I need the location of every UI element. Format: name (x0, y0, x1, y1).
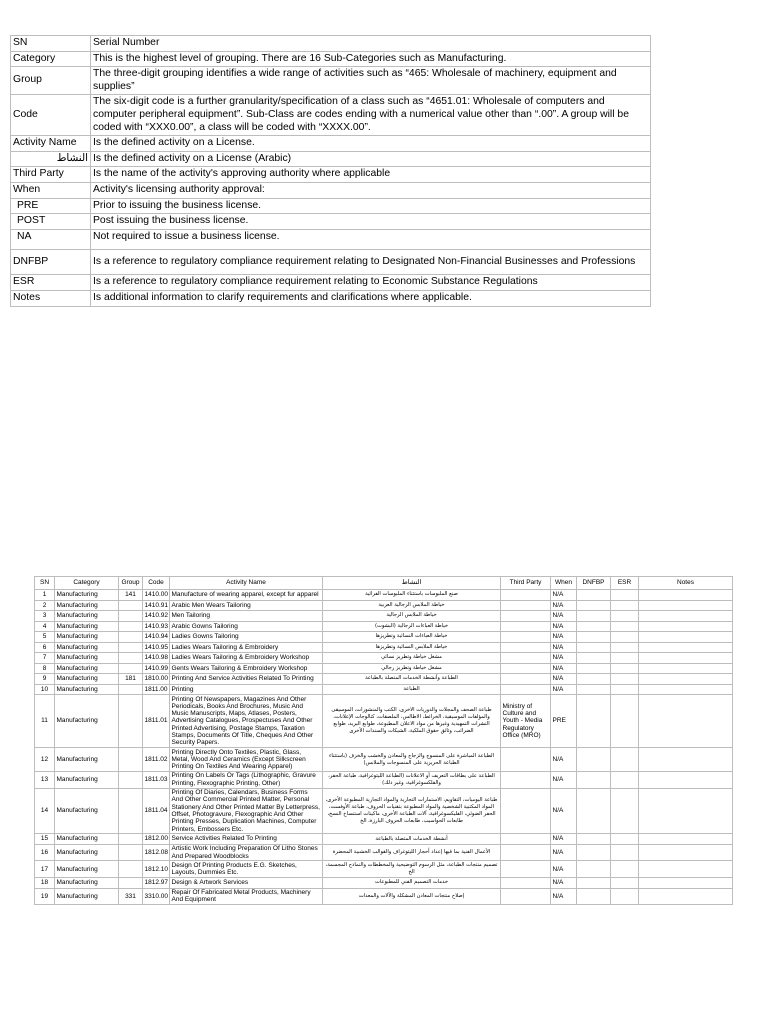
cell-arabic-activity: خياطة الملابس الرجالية (323, 611, 501, 622)
cell-sn: 5 (35, 632, 55, 643)
legend-term: When (11, 182, 91, 198)
cell-notes (639, 771, 733, 788)
cell-esr (611, 888, 639, 905)
cell-group (119, 663, 143, 674)
cell-activity-name: Printing Of Newspapers, Magazines And Other Periodicals, Books And Brochures, Music And Music Manuscripts, Maps, Atlases, Posters, Advertising Catalogues, Prospectuses And Other Printed Advertising, Postage Stamps, Taxation Stamps, Documents Of Title, Cheques And Other Security Papers. (170, 695, 323, 748)
legend-row (11, 229, 651, 250)
cell-esr (611, 861, 639, 878)
legend-definition: Is the defined activity on a License. (91, 136, 651, 152)
table-row (35, 632, 733, 643)
cell-group (119, 771, 143, 788)
cell-sn: 6 (35, 642, 55, 653)
cell-activity-name: Repair Of Fabricated Metal Products, Machinery And Equipment (170, 888, 323, 905)
cell-group: 331 (119, 888, 143, 905)
cell-esr (611, 788, 639, 834)
cell-category: Manufacturing (55, 684, 119, 695)
cell-category: Manufacturing (55, 834, 119, 845)
legend-definition: Serial Number (91, 36, 651, 52)
cell-sn: 4 (35, 621, 55, 632)
cell-sn: 12 (35, 748, 55, 772)
legend-row (11, 151, 651, 167)
cell-activity-name: Artistic Work Including Preparation Of Litho Stones And Prepared Woodblocks (170, 844, 323, 861)
cell-activity-name: Printing Directly Onto Textiles, Plastic, Glass, Metal, Wood And Ceramics (Except Silkscreen Printing On Textiles And Wearing Apparel) (170, 748, 323, 772)
cell-esr (611, 611, 639, 622)
table-row (35, 788, 733, 834)
cell-notes (639, 788, 733, 834)
cell-notes (639, 888, 733, 905)
legend-row (11, 51, 651, 67)
cell-code: 3310.00 (143, 888, 170, 905)
legend-definition: Activity's licensing authority approval: (91, 182, 651, 198)
cell-arabic-activity: الأعمال الفنية بما فيها إعداد أحجار الليثوغراف والقوالب الخشبية المحضرة (323, 844, 501, 861)
cell-sn: 17 (35, 861, 55, 878)
cell-code: 1410.00 (144, 591, 168, 599)
cell-arabic-activity: طباعة الصحف والمجلات والدوريات الاخرى، الكتب والمنشورات، الموسيقى والمؤلفات الموسيقية، الخرائط، الاطالس، الملصقات، كتالوجات الإعلانات، النشرات التمهيدية وغيرها من مواد الاعلان المطبوعة، طوابع البريد، طوابع الضرائب، وثائق حقوق الملكية، الشيكات والسندات الأخرى (323, 695, 501, 748)
legend-definition: Not required to issue a business license. (91, 229, 651, 250)
cell-sn: 11 (35, 695, 55, 748)
cell-notes (639, 834, 733, 845)
table-row (35, 888, 733, 905)
header-notes: Notes (639, 577, 733, 590)
cell-when: N/A (551, 878, 577, 889)
cell-when: N/A (551, 642, 577, 653)
header-third-party: Third Party (501, 577, 551, 590)
cell-arabic-activity: الطباعة المباشرة على المنسوج والزجاج والمعادن والخشب والخزف (باستثناء الطباعة الحريرية على المنسوجات والملابس) (323, 748, 501, 772)
cell-category: Manufacturing (55, 788, 119, 834)
header-sn: SN (35, 577, 55, 590)
cell-esr (611, 748, 639, 772)
cell-esr (611, 674, 639, 685)
legend-definition: Is the defined activity on a License (Arabic) (91, 151, 651, 167)
legend-row (11, 275, 651, 291)
cell-notes (639, 861, 733, 878)
cell-notes (639, 632, 733, 643)
cell-group (119, 878, 143, 889)
cell-esr (611, 642, 639, 653)
cell-when: N/A (551, 632, 577, 643)
table-row (35, 684, 733, 695)
cell-dnfbp (577, 771, 611, 788)
cell-activity-name: Service Activities Related To Printing (170, 834, 323, 845)
cell-activity-name: Printing And Service Activities Related To Printing (170, 674, 323, 685)
legend-row (11, 36, 651, 52)
cell-group (119, 653, 143, 664)
header-arabic-activity: النشاط (323, 577, 501, 590)
legend-term: Notes (11, 290, 91, 306)
table-row (35, 653, 733, 664)
cell-code: 1410.99 (144, 664, 168, 672)
cell-dnfbp (577, 888, 611, 905)
cell-third-party (501, 771, 551, 788)
cell-category: Manufacturing (55, 590, 119, 601)
cell-third-party (501, 590, 551, 601)
cell-activity-name: Printing On Labels Or Tags (Lithographic, Gravure Printing, Flexographic Printing, Other) (170, 771, 323, 788)
cell-dnfbp (577, 844, 611, 861)
cell-when: N/A (551, 663, 577, 674)
legend-row (11, 167, 651, 183)
cell-activity-name: Ladies Wears Tailoring & Embroidery Workshop (170, 653, 323, 664)
cell-dnfbp (577, 861, 611, 878)
table-row (35, 600, 733, 611)
cell-when: N/A (551, 684, 577, 695)
cell-group (119, 621, 143, 632)
cell-sn: 7 (35, 653, 55, 664)
cell-code: 1410.91 (144, 601, 168, 609)
cell-arabic-activity: خياطة الملابس الرجالية العربية (323, 600, 501, 611)
cell-dnfbp (577, 600, 611, 611)
cell-arabic-activity: الطباعة وأنشطة الخدمات المتصلة بالطباعة (323, 674, 501, 685)
cell-group (119, 632, 143, 643)
cell-third-party (501, 653, 551, 664)
cell-arabic-activity: تصميم منتجات الطباعة، مثل الرسوم التوضيحية والمخططات والنماذج المجسمة، الخ (323, 861, 501, 878)
cell-dnfbp (577, 834, 611, 845)
cell-code: 1811.01 (143, 695, 170, 748)
table-row (35, 590, 733, 601)
cell-arabic-activity: خدمات التصميم الفني للمطبوعات (323, 878, 501, 889)
cell-third-party (501, 642, 551, 653)
cell-category: Manufacturing (55, 600, 119, 611)
cell-when: N/A (551, 621, 577, 632)
cell-arabic-activity: مشغل خياطة وتطريز رجالي (323, 663, 501, 674)
cell-group (119, 861, 143, 878)
cell-dnfbp (577, 663, 611, 674)
cell-when: N/A (551, 674, 577, 685)
cell-third-party (501, 621, 551, 632)
cell-when: N/A (551, 611, 577, 622)
activities-table (34, 576, 733, 905)
table-row (35, 844, 733, 861)
cell-category: Manufacturing (55, 861, 119, 878)
cell-esr (611, 621, 639, 632)
cell-esr (611, 844, 639, 861)
cell-sn: 8 (35, 663, 55, 674)
legend-term: SN (11, 36, 91, 52)
cell-dnfbp (577, 621, 611, 632)
cell-category: Manufacturing (55, 674, 119, 685)
header-dnfbp: DNFBP (577, 577, 611, 590)
cell-code: 1811.00 (144, 685, 168, 693)
cell-activity-name: Design Of Printing Products E.G. Sketches, Layouts, Dummies Etc. (170, 861, 323, 878)
table-row (35, 674, 733, 685)
cell-sn: 9 (35, 674, 55, 685)
cell-sn: 13 (35, 771, 55, 788)
cell-when: N/A (551, 600, 577, 611)
legend-term: ESR (11, 275, 91, 291)
cell-sn: 14 (35, 788, 55, 834)
cell-arabic-activity: خياطة الملابس النسائية وتطريزها (323, 642, 501, 653)
cell-group (119, 788, 143, 834)
cell-code: 1410.95 (144, 643, 168, 651)
cell-activity-name: Printing (170, 684, 323, 695)
cell-category: Manufacturing (55, 695, 119, 748)
legend-term: POST (11, 214, 91, 230)
cell-notes (639, 653, 733, 664)
cell-when: N/A (551, 653, 577, 664)
cell-third-party (501, 748, 551, 772)
cell-group (119, 844, 143, 861)
cell-activity-name: Arabic Men Wears Tailoring (170, 600, 323, 611)
cell-third-party: Ministry of Culture and Youth - Media Regulatory Office (MRO) (501, 695, 551, 748)
legend-row (11, 136, 651, 152)
cell-dnfbp (577, 642, 611, 653)
cell-third-party (501, 611, 551, 622)
legend-definition: The six-digit code is a further granularity/specification of a class such as “4651.01: Wholesale of computers and computer peripheral equipment”. Sub-Class are codes ending with a numerical value other than “.00”. A group will be coded with “XXX0.00”, a class will be coded with “XXXX.00”. (91, 95, 651, 136)
cell-esr (611, 684, 639, 695)
cell-esr (611, 590, 639, 601)
cell-group (119, 748, 143, 772)
cell-notes (639, 674, 733, 685)
header-when: When (551, 577, 577, 590)
cell-when: N/A (551, 748, 577, 772)
cell-activity-name: Ladies Gowns Tailoring (170, 632, 323, 643)
cell-esr (611, 600, 639, 611)
cell-notes (639, 748, 733, 772)
cell-code: 1410.98 (144, 654, 168, 662)
cell-notes (639, 642, 733, 653)
legend-definition: The three-digit grouping identifies a wide range of activities such as “465: Wholesale of machinery, equipment and supplies” (91, 67, 651, 95)
cell-code: 1810.00 (144, 675, 168, 683)
cell-third-party (501, 684, 551, 695)
cell-notes (639, 621, 733, 632)
cell-notes (639, 663, 733, 674)
cell-sn: 1 (35, 590, 55, 601)
cell-arabic-activity: مشغل خياطة وتطريز نسائي (323, 653, 501, 664)
cell-notes (639, 600, 733, 611)
cell-arabic-activity: طباعة اليوميات، التقاويم، الاستمارات التجارية والمواد التجارية المطبوعة الأخرى، المواد المكتبية الشخصية والمواد المطبوعة بتقنيات الحروف، طباعة الأوفست، الحفر الضوئي، الفليكسوغرافية، آلات الطباعة الأخرى، ماكينات استنساخ النسخ، طابعات الحواسيب، طابعات الحروف البارزة، الخ (323, 788, 501, 834)
cell-third-party (501, 674, 551, 685)
cell-arabic-activity: الطباعة (323, 684, 501, 695)
cell-group (119, 642, 143, 653)
cell-dnfbp (577, 611, 611, 622)
cell-dnfbp (577, 632, 611, 643)
cell-activity-name: Manufacture of wearing apparel, except fur apparel (170, 590, 323, 601)
table-row (35, 695, 733, 748)
legend-row (11, 182, 651, 198)
cell-group: 141 (119, 590, 143, 601)
cell-sn: 16 (35, 844, 55, 861)
legend-definition: Is additional information to clarify requirements and clarifications where applicable. (91, 290, 651, 306)
cell-arabic-activity: صنع الملبوسات باستثناء الملبوسات الفرائية (323, 590, 501, 601)
header-esr: ESR (611, 577, 639, 590)
header-category: Category (55, 577, 119, 590)
legend-term: Activity Name (11, 136, 91, 152)
cell-code: 1811.02 (143, 748, 170, 772)
legend-row (11, 198, 651, 214)
cell-arabic-activity: إصلاح منتجات المعادن المشكلة والآلات والمعدات (323, 888, 501, 905)
header-group: Group (119, 577, 143, 590)
cell-arabic-activity: أنشطة الخدمات المتصلة بالطباعة (323, 834, 501, 845)
cell-dnfbp (577, 590, 611, 601)
cell-category: Manufacturing (55, 771, 119, 788)
legend-definition: This is the highest level of grouping. There are 16 Sub-Categories such as Manufacturing. (91, 51, 651, 67)
cell-activity-name: Printing Of Diaries, Calendars, Business Forms And Other Commercial Printed Matter, Personal Stationery And Other Printed Matter By Letterpress, Offset, Photogravure, Flexographic And Other Printing Presses, Duplication Machines, Computer Printers, Embossers Etc. (170, 788, 323, 834)
cell-code: 1410.94 (144, 633, 168, 641)
cell-code: 1811.03 (143, 771, 170, 788)
cell-category: Manufacturing (55, 888, 119, 905)
cell-category: Manufacturing (55, 663, 119, 674)
cell-dnfbp (577, 653, 611, 664)
legend-row (11, 250, 651, 275)
legend-term: Code (11, 95, 91, 136)
table-row (35, 621, 733, 632)
cell-notes (639, 590, 733, 601)
legend-row (11, 67, 651, 95)
cell-esr (611, 771, 639, 788)
cell-when: N/A (551, 888, 577, 905)
legend-term: Third Party (11, 167, 91, 183)
table-row (35, 611, 733, 622)
legend-definition: Is the name of the activity's approving authority where applicable (91, 167, 651, 183)
cell-code: 1410.93 (144, 622, 168, 630)
legend-definition: Is a reference to regulatory compliance requirement relating to Economic Substance Regulations (91, 275, 651, 291)
cell-dnfbp (577, 695, 611, 748)
table-header-row (35, 577, 733, 590)
cell-sn: 15 (35, 834, 55, 845)
cell-esr (611, 663, 639, 674)
legend-term: PRE (11, 198, 91, 214)
cell-esr (611, 653, 639, 664)
cell-group (119, 684, 143, 695)
legend-term: Category (11, 51, 91, 67)
cell-category: Manufacturing (55, 844, 119, 861)
header-activity-name: Activity Name (170, 577, 323, 590)
cell-activity-name: Men Tailoring (170, 611, 323, 622)
cell-sn: 18 (35, 878, 55, 889)
legend-term: NA (11, 229, 91, 250)
cell-when: PRE (551, 695, 577, 748)
cell-code: 1812.10 (143, 861, 170, 878)
cell-code: 1410.92 (144, 612, 168, 620)
cell-group (119, 611, 143, 622)
table-row (35, 861, 733, 878)
cell-esr (611, 695, 639, 748)
cell-category: Manufacturing (55, 642, 119, 653)
cell-dnfbp (577, 674, 611, 685)
cell-third-party (501, 861, 551, 878)
table-row (35, 642, 733, 653)
cell-third-party (501, 663, 551, 674)
legend-definition: Post issuing the business license. (91, 214, 651, 230)
legend-row (11, 214, 651, 230)
cell-third-party (501, 632, 551, 643)
cell-code: 1812.08 (143, 844, 170, 861)
cell-arabic-activity: خياطة العباءات النسائية وتطريزها (323, 632, 501, 643)
legend-row (11, 290, 651, 306)
table-row (35, 834, 733, 845)
cell-esr (611, 834, 639, 845)
cell-code: 1812.97 (144, 879, 168, 887)
cell-third-party (501, 600, 551, 611)
cell-group (119, 834, 143, 845)
cell-activity-name: Ladies Wears Tailoring & Embroidery (170, 642, 323, 653)
table-row (35, 771, 733, 788)
cell-sn: 10 (35, 684, 55, 695)
legend-term: DNFBP (11, 250, 91, 275)
cell-when: N/A (551, 861, 577, 878)
cell-activity-name: Arabic Gowns Tailoring (170, 621, 323, 632)
cell-activity-name: Design & Artwork Services (170, 878, 323, 889)
legend-row (11, 95, 651, 136)
cell-when: N/A (551, 788, 577, 834)
cell-third-party (501, 788, 551, 834)
cell-notes (639, 878, 733, 889)
legend-table (10, 35, 651, 307)
cell-category: Manufacturing (55, 878, 119, 889)
cell-sn: 3 (35, 611, 55, 622)
cell-category: Manufacturing (55, 653, 119, 664)
cell-category: Manufacturing (55, 748, 119, 772)
table-row (35, 663, 733, 674)
cell-sn: 2 (35, 600, 55, 611)
legend-definition: Prior to issuing the business license. (91, 198, 651, 214)
cell-third-party (501, 834, 551, 845)
cell-when: N/A (551, 844, 577, 861)
cell-dnfbp (577, 684, 611, 695)
cell-category: Manufacturing (55, 632, 119, 643)
cell-category: Manufacturing (55, 621, 119, 632)
cell-dnfbp (577, 748, 611, 772)
cell-arabic-activity: الطباعة على بطاقات التعريف أو الاعلانات (الطباعة الليثوغرافية، طباعة الحفر، والفلكسوغرافية، وغير ذلك) (323, 771, 501, 788)
cell-third-party (501, 888, 551, 905)
cell-activity-name: Gents Wears Tailoring & Embroidery Workshop (170, 663, 323, 674)
cell-when: N/A (551, 590, 577, 601)
cell-notes (639, 844, 733, 861)
cell-esr (611, 632, 639, 643)
cell-code: 1811.04 (143, 788, 170, 834)
legend-term: النشاط (11, 151, 91, 167)
cell-group: 181 (119, 674, 143, 685)
cell-notes (639, 611, 733, 622)
table-row (35, 748, 733, 772)
cell-when: N/A (551, 834, 577, 845)
cell-sn: 19 (35, 888, 55, 905)
cell-third-party (501, 844, 551, 861)
cell-group (119, 695, 143, 748)
legend-term: Group (11, 67, 91, 95)
cell-category: Manufacturing (55, 611, 119, 622)
table-row (35, 878, 733, 889)
header-code: Code (143, 577, 170, 590)
cell-group (119, 600, 143, 611)
cell-when: N/A (551, 771, 577, 788)
cell-notes (639, 695, 733, 748)
cell-esr (611, 878, 639, 889)
cell-dnfbp (577, 878, 611, 889)
cell-third-party (501, 878, 551, 889)
cell-code: 1812.00 (144, 835, 168, 843)
cell-arabic-activity: خياطة العباءات الرجالية (البشوت) (323, 621, 501, 632)
cell-notes (639, 684, 733, 695)
cell-dnfbp (577, 788, 611, 834)
legend-definition: Is a reference to regulatory compliance requirement relating to Designated Non-Financial Businesses and Professions (91, 250, 651, 275)
